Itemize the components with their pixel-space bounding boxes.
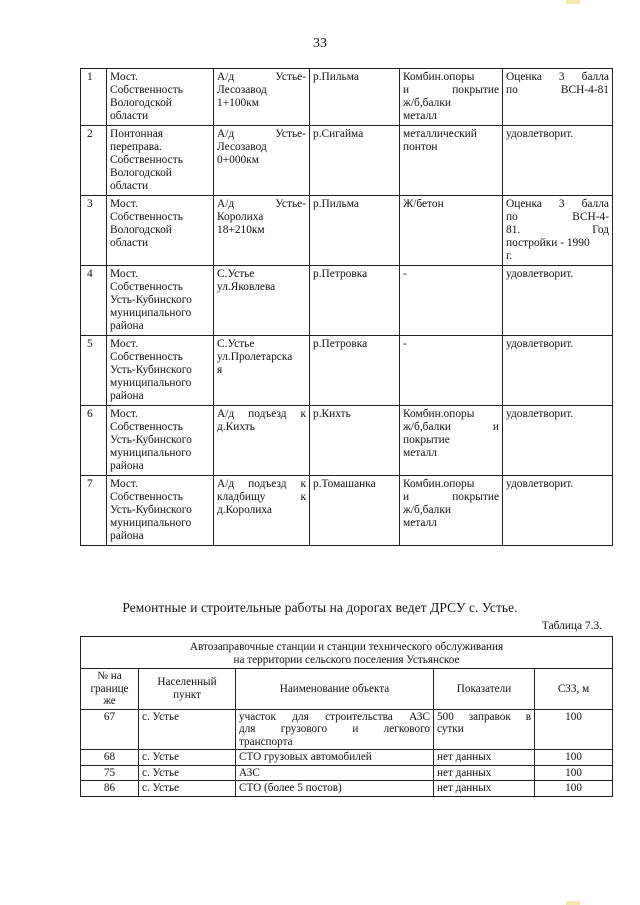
bridge-construction-line: металл xyxy=(403,447,437,459)
bridge-row xyxy=(81,266,613,336)
bridge-location-line: 0+000км xyxy=(217,154,259,166)
bridge-river: р.Сигайма xyxy=(310,126,400,196)
bridge-location-line: Королиха xyxy=(217,211,264,223)
bridge-construction-line: металл xyxy=(403,110,437,122)
bridge-condition-line: постройки - 1990 xyxy=(506,237,590,249)
bridge-location-line: А/д подъезд к xyxy=(217,408,306,420)
bridge-owner-line: Собственность xyxy=(110,211,183,223)
bridge-construction xyxy=(400,266,503,336)
bridge-owner-line: Мост. xyxy=(110,478,138,490)
bridge-condition-line: удовлетворит. xyxy=(506,478,574,490)
bridge-construction xyxy=(400,69,503,126)
bridge-owner xyxy=(107,336,214,406)
station-settlement: с. Устье xyxy=(139,781,236,797)
bridge-condition xyxy=(503,406,613,476)
bridge-owner-line: Мост. xyxy=(110,268,138,280)
bridge-owner-line: области xyxy=(110,110,149,122)
bridge-condition-line: 81. Год xyxy=(506,224,609,236)
bridge-row xyxy=(81,196,613,266)
bridge-location-line: д.Королиха xyxy=(217,504,272,516)
station-object-line: СТО грузовых автомобилей xyxy=(239,751,372,763)
bridge-location xyxy=(214,476,310,546)
bridge-condition-line: Оценка 3 балла xyxy=(506,71,609,83)
bridge-construction-line: металлический xyxy=(403,128,477,140)
bridge-location-line: 1+100км xyxy=(217,97,259,109)
stations-header-row xyxy=(81,669,613,710)
stations-table-body xyxy=(81,709,613,796)
station-row xyxy=(81,781,613,797)
station-row xyxy=(81,765,613,781)
stations-table xyxy=(80,636,613,797)
bridge-owner-line: Мост. xyxy=(110,338,138,350)
station-object-line: транспорта xyxy=(239,735,293,748)
bridge-owner-line: Собственность xyxy=(110,281,183,293)
bridge-construction-line: ж/б,балки и xyxy=(403,421,499,433)
bridge-condition-line: по ВСН-4- xyxy=(506,211,609,223)
bridge-owner-line: Собственность xyxy=(110,154,183,166)
station-settlement: с. Устье xyxy=(139,765,236,781)
bridge-number: 2 xyxy=(81,126,107,196)
station-object xyxy=(236,709,434,750)
bridge-owner-line: Собственность xyxy=(110,491,183,503)
header-settlement-line: пункт xyxy=(173,688,201,701)
bridge-construction-line: и покрытие xyxy=(403,84,499,96)
bridge-river: р.Пильма xyxy=(310,69,400,126)
bridge-construction xyxy=(400,196,503,266)
bridge-construction-line: - xyxy=(403,338,407,350)
station-number: 75 xyxy=(81,765,139,781)
bridge-location xyxy=(214,126,310,196)
bridge-construction-line: Ж/бетон xyxy=(403,198,444,210)
station-szz: 100 xyxy=(535,750,613,766)
station-object xyxy=(236,781,434,797)
bridge-owner-line: муниципального xyxy=(110,517,192,529)
station-number: 68 xyxy=(81,750,139,766)
bridge-condition xyxy=(503,69,613,126)
bridge-number: 3 xyxy=(81,196,107,266)
bridge-owner xyxy=(107,476,214,546)
bridge-number: 1 xyxy=(81,69,107,126)
bridge-location-line: С.Устье xyxy=(217,338,255,350)
bridge-river: р.Петровка xyxy=(310,266,400,336)
station-number: 67 xyxy=(81,709,139,750)
bridge-owner-line: Собственность xyxy=(110,351,183,363)
header-num-line: границе xyxy=(90,682,129,695)
bridge-owner-line: Вологодской xyxy=(110,97,172,109)
bridge-location xyxy=(214,196,310,266)
bridge-condition xyxy=(503,266,613,336)
bridge-location xyxy=(214,336,310,406)
bridge-condition-line: удовлетворит. xyxy=(506,268,574,280)
bridge-condition-line: по ВСН-4-81 xyxy=(506,84,609,96)
header-num xyxy=(81,669,139,710)
station-object-line: для грузового и легкового xyxy=(239,723,430,735)
bridge-construction-line: и покрытие xyxy=(403,491,499,503)
header-settlement xyxy=(139,669,236,710)
station-indicators-line: нет данных xyxy=(437,782,492,794)
station-indicators-line: нет данных xyxy=(437,751,492,763)
bridge-location-line: С.Устье xyxy=(217,268,255,280)
bridge-owner-line: района xyxy=(110,320,144,332)
bridge-location-line: Лесозавод xyxy=(217,141,267,153)
bridge-owner xyxy=(107,69,214,126)
bridge-owner-line: района xyxy=(110,460,144,472)
bridges-table-body xyxy=(81,69,613,546)
station-indicators-line: 500 заправок в xyxy=(437,710,531,723)
bridge-owner-line: Мост. xyxy=(110,71,138,83)
header-num-line: же xyxy=(103,695,116,707)
bridge-location xyxy=(214,266,310,336)
bridge-condition xyxy=(503,476,613,546)
bridge-owner-line: переправа. xyxy=(110,141,162,153)
stations-title xyxy=(81,637,613,669)
bridge-row xyxy=(81,406,613,476)
bridge-owner-line: Усть-Кубинского xyxy=(110,364,192,376)
bridge-row xyxy=(81,476,613,546)
bridge-condition-line: г. xyxy=(506,250,513,262)
header-szz: СЗЗ, м xyxy=(535,669,613,710)
bridge-location-line: д.Кихть xyxy=(217,421,255,433)
bridge-number: 6 xyxy=(81,406,107,476)
bridge-owner-line: Вологодской xyxy=(110,167,172,179)
station-object-line: СТО (более 5 постов) xyxy=(239,782,342,794)
station-szz: 100 xyxy=(535,781,613,797)
bridge-owner xyxy=(107,266,214,336)
bridge-owner-line: Мост. xyxy=(110,408,138,420)
station-row xyxy=(81,750,613,766)
bridge-owner-line: района xyxy=(110,530,144,542)
bridge-construction-line: Комбин.опоры xyxy=(403,408,475,420)
bridge-location-line: А/д Устье- xyxy=(217,71,306,83)
bridge-number: 5 xyxy=(81,336,107,406)
station-indicators-line: сутки xyxy=(437,723,464,735)
bridge-owner-line: муниципального xyxy=(110,307,192,319)
bridge-location-line: А/д Устье- xyxy=(217,198,306,210)
bridge-river: р.Томашанка xyxy=(310,476,400,546)
bridge-number: 4 xyxy=(81,266,107,336)
bridge-location-line: 18+210км xyxy=(217,224,265,236)
bridge-construction xyxy=(400,406,503,476)
bridge-condition xyxy=(503,336,613,406)
bridge-construction xyxy=(400,476,503,546)
bridge-owner xyxy=(107,126,214,196)
bridge-owner-line: Усть-Кубинского xyxy=(110,294,192,306)
corner-mark-bottom xyxy=(566,901,580,905)
bridge-condition-line: удовлетворит. xyxy=(506,338,574,350)
bridge-construction-line: ж/б,балки xyxy=(403,97,451,109)
bridges-table xyxy=(80,68,613,546)
bridge-owner-line: Собственность xyxy=(110,421,183,433)
bridge-construction xyxy=(400,126,503,196)
stations-title-line: Автозаправочные станции и станции технического обслуживания xyxy=(189,641,504,653)
station-number: 86 xyxy=(81,781,139,797)
section-heading: Ремонтные и строительные работы на дорогах ведет ДРСУ с. Устье. xyxy=(122,600,518,615)
bridge-row xyxy=(81,336,613,406)
bridge-owner-line: Собственность xyxy=(110,84,183,96)
bridge-location xyxy=(214,69,310,126)
header-num-line: № на xyxy=(97,670,122,682)
bridge-owner-line: муниципального xyxy=(110,377,192,389)
bridge-location-line: Лесозавод xyxy=(217,84,267,96)
bridge-construction-line: понтон xyxy=(403,141,438,153)
bridge-condition xyxy=(503,126,613,196)
bridge-owner-line: области xyxy=(110,237,149,249)
bridge-location-line: ул.Яковлева xyxy=(217,281,276,293)
station-indicators xyxy=(434,765,535,781)
bridge-construction-line: покрытие xyxy=(403,434,450,446)
bridge-river: р.Петровка xyxy=(310,336,400,406)
bridge-construction-line: ж/б,балки xyxy=(403,504,451,516)
stations-title-row xyxy=(81,637,613,669)
bridge-construction xyxy=(400,336,503,406)
bridge-condition-line: удовлетворит. xyxy=(506,408,574,420)
station-object-line: участок для строительства АЗС xyxy=(239,710,430,723)
bridge-owner-line: Усть-Кубинского xyxy=(110,504,192,516)
station-settlement: с. Устье xyxy=(139,750,236,766)
bridge-row xyxy=(81,69,613,126)
bridge-owner xyxy=(107,196,214,266)
bridge-owner xyxy=(107,406,214,476)
header-indicators: Показатели xyxy=(434,669,535,710)
bridge-location-line: я xyxy=(217,364,223,376)
bridge-owner-line: области xyxy=(110,180,149,192)
bridge-location-line: А/д подъезд к xyxy=(217,478,306,490)
bridge-construction-line: - xyxy=(403,268,407,280)
header-settlement-line: Населенный xyxy=(157,676,217,689)
header-object: Наименование объекта xyxy=(236,669,434,710)
bridge-location-line: ул.Пролетарска xyxy=(217,351,293,363)
station-indicators xyxy=(434,781,535,797)
bridge-construction-line: металл xyxy=(403,517,437,529)
bridge-owner-line: Вологодской xyxy=(110,224,172,236)
bridge-location xyxy=(214,406,310,476)
bridge-row xyxy=(81,126,613,196)
bridge-condition xyxy=(503,196,613,266)
bridge-condition-line: удовлетворит. xyxy=(506,128,574,140)
station-object xyxy=(236,750,434,766)
bridge-owner-line: Понтонная xyxy=(110,128,164,140)
corner-mark-top xyxy=(566,0,580,4)
bridge-owner-line: района xyxy=(110,390,144,402)
station-indicators xyxy=(434,709,535,750)
bridge-river: р.Пильма xyxy=(310,196,400,266)
station-indicators-line: нет данных xyxy=(437,766,492,779)
station-object-line: АЗС xyxy=(239,766,260,779)
bridge-construction-line: Комбин.опоры xyxy=(403,71,475,83)
bridge-owner-line: Мост. xyxy=(110,198,138,210)
bridge-owner-line: муниципального xyxy=(110,447,192,459)
station-szz: 100 xyxy=(535,765,613,781)
bridge-condition-line: Оценка 3 балла xyxy=(506,198,609,210)
station-indicators xyxy=(434,750,535,766)
bridge-river: р.Кихть xyxy=(310,406,400,476)
bridge-location-line: А/д Устье- xyxy=(217,128,306,140)
stations-title-line: на территории сельского поселения Устьянское xyxy=(233,653,460,666)
bridge-construction-line: Комбин.опоры xyxy=(403,478,475,490)
station-row xyxy=(81,709,613,750)
station-object xyxy=(236,765,434,781)
bridge-location-line: кладбищу к xyxy=(217,491,306,503)
station-settlement: с. Устье xyxy=(139,709,236,750)
bridge-owner-line: Усть-Кубинского xyxy=(110,434,192,446)
station-szz: 100 xyxy=(535,709,613,750)
page-number: 33 xyxy=(313,36,327,51)
table-caption: Таблица 7.3. xyxy=(541,620,602,632)
bridge-number: 7 xyxy=(81,476,107,546)
